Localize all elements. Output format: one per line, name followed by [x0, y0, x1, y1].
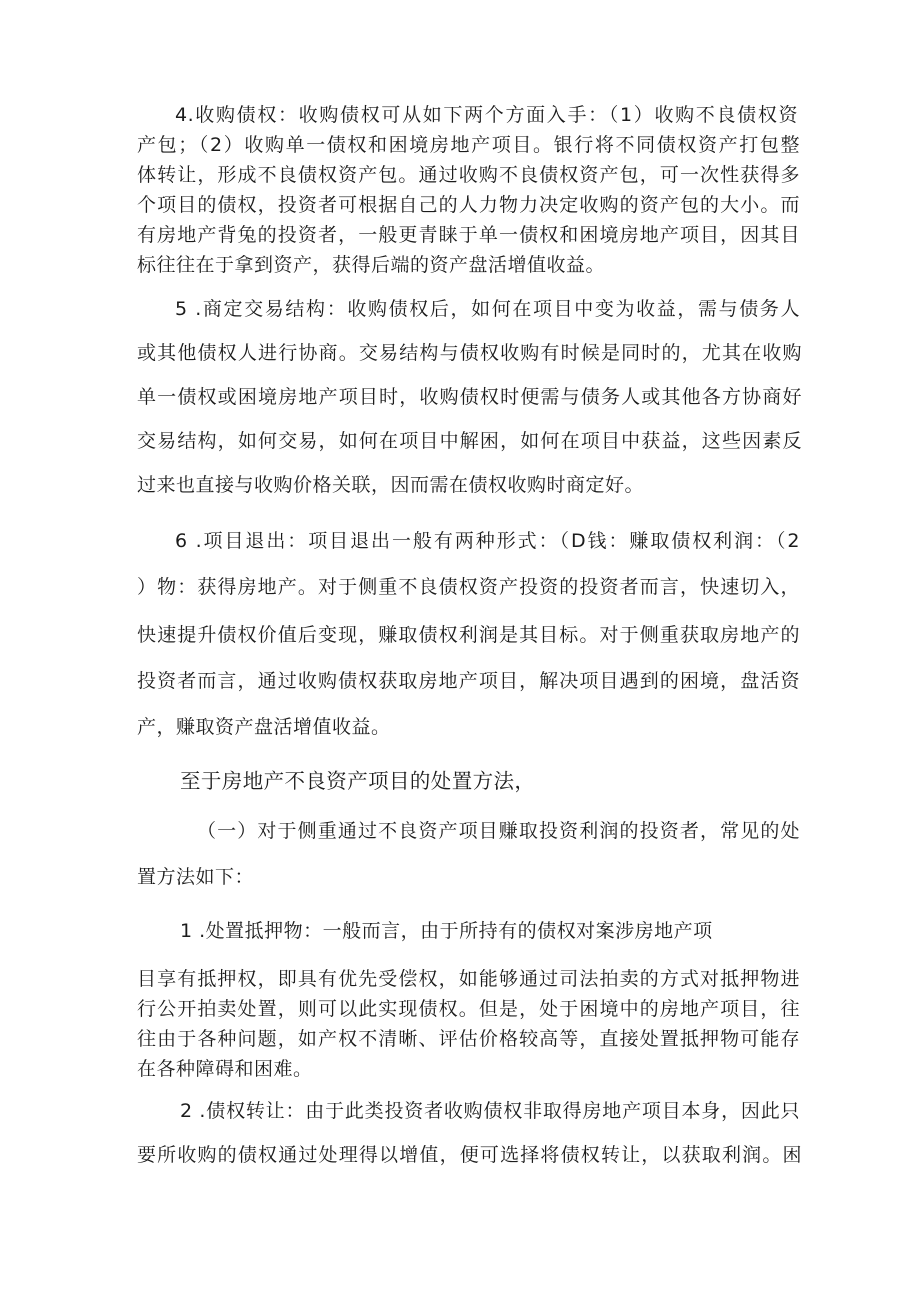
paragraph-6-line-1: 6 .项目退出：项目退出一般有两种形式：（D钱：赚取债权利润：（2	[175, 530, 800, 552]
item-2-line-1: 2 .债权转让：由于此类投资者收购债权非取得房地产项目本身，因此只	[180, 1100, 800, 1122]
paragraph-6-line-2: ）物：获得房地产。对于侧重不良债权资产投资的投资者而言，快速切入，	[137, 576, 800, 598]
subsection-1-line-2: 置方法如下：	[137, 866, 255, 888]
item-1-line-3: 行公开拍卖处置，则可以此实现债权。但是，处于困境中的房地产项目，往	[137, 998, 800, 1020]
item-1-line-2: 目享有抵押权，即具有优先受偿权，如能够通过司法拍卖的方式对抵押物进	[137, 968, 800, 990]
section-heading: 至于房地产不良资产项目的处置方法，	[180, 769, 536, 793]
paragraph-6-line-5: 产，赚取资产盘活增值收益。	[137, 716, 391, 738]
subsection-1-line-1: （一）对于侧重通过不良资产项目赚取投资利润的投资者，常见的处	[197, 820, 800, 842]
paragraph-5-line-5: 过来也直接与收购价格关联，因而需在债权收购时商定好。	[137, 474, 645, 496]
paragraph-4-line-5: 有房地产背兔的投资者，一般更青睐于单一债权和困境房地产项目，因其目	[137, 224, 800, 246]
item-1-line-5: 在各种障碍和困难。	[137, 1058, 313, 1080]
paragraph-4-line-4: 个项目的债权，投资者可根据自己的人力物力决定收购的资产包的大小。而	[137, 194, 800, 216]
paragraph-4-line-2: 产包；（2）收购单一债权和困境房地产项目。银行将不同债权资产打包整	[137, 134, 800, 156]
paragraph-5-line-1: 5 .商定交易结构：收购债权后，如何在项目中变为收益，需与债务人	[175, 298, 800, 320]
paragraph-4-line-3: 体转让，形成不良债权资产包。通过收购不良债权资产包，可一次性获得多	[137, 164, 800, 186]
paragraph-5-line-4: 交易结构，如何交易，如何在项目中解困，如何在项目中获益，这些因素反	[137, 430, 802, 452]
paragraph-6-line-3: 快速提升债权价值后变现，赚取债权利润是其目标。对于侧重获取房地产的	[137, 624, 800, 646]
paragraph-6-line-4: 投资者而言，通过收购债权获取房地产项目，解决项目遇到的困境，盘活资	[137, 670, 800, 692]
paragraph-5-line-3: 单一债权或困境房地产项目时，收购债权时便需与债务人或其他各方协商好	[137, 386, 802, 408]
paragraph-4-line-1: 4.收购债权：收购债权可从如下两个方面入手：（1）收购不良债权资	[175, 104, 798, 126]
item-1-line-4: 往由于各种问题，如产权不清晰、评估价格较高等，直接处置抵押物可能存	[137, 1028, 800, 1050]
paragraph-5-line-2: 或其他债权人进行协商。交易结构与债权收购有时候是同时的，尤其在收购	[137, 342, 802, 364]
item-1-line-1: 1 .处置抵押物：一般而言，由于所持有的债权对案涉房地产项	[180, 920, 713, 942]
paragraph-4-line-6: 标往往在于拿到资产，获得后端的资产盘活增值收益。	[137, 254, 606, 276]
item-2-line-2: 要所收购的债权通过处理得以增值，便可选择将债权转让，以获取利润。困	[137, 1144, 802, 1166]
